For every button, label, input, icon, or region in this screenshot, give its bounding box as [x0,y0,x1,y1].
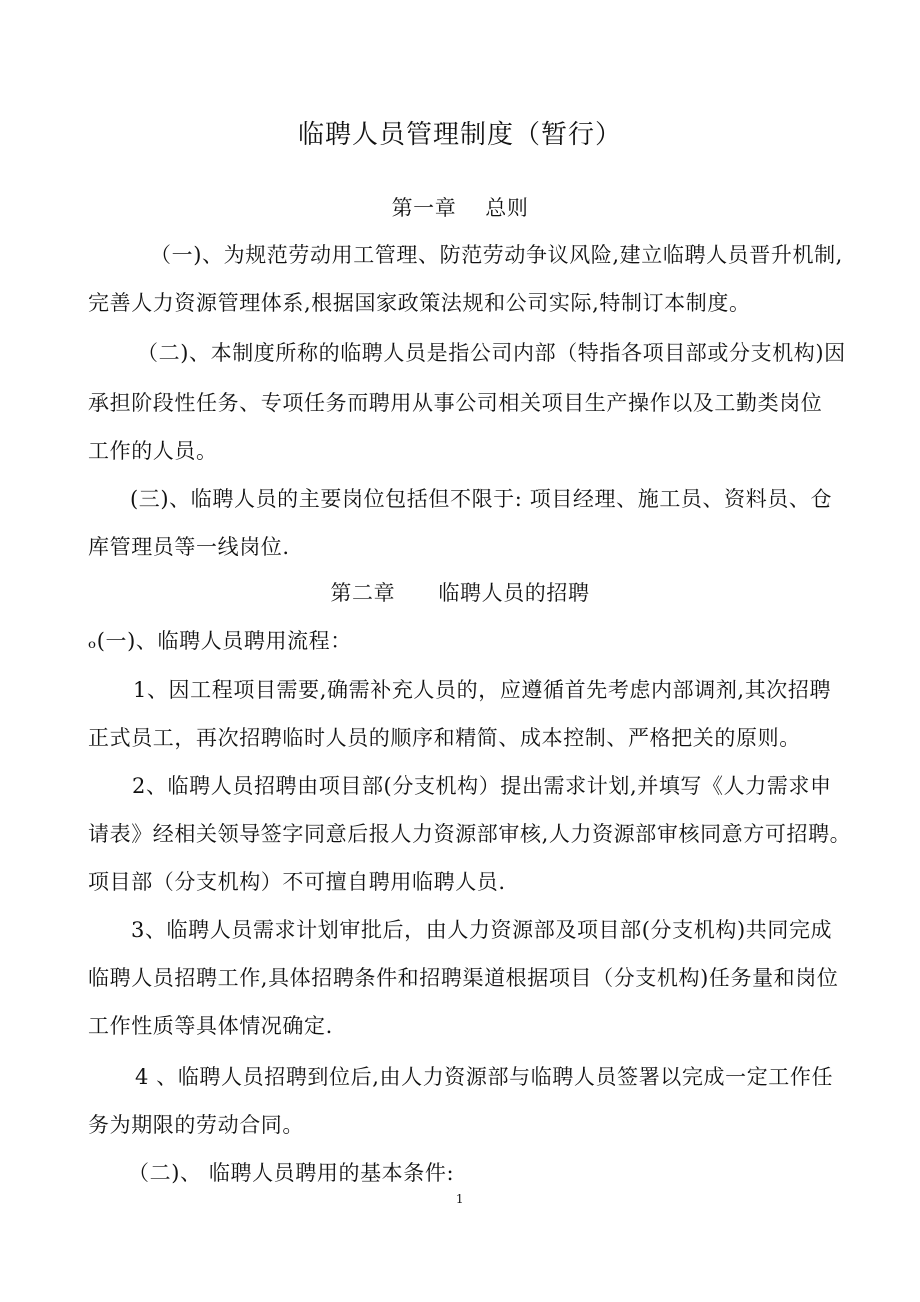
paragraph-line: 2、临聘人员招聘由项目部(分支机构）提出需求计划,并填写《人力需求申 [132,774,832,798]
paragraph-line: 正式员工，再次招聘临时人员的顺序和精简、成本控制、严格把关的原则。 [88,726,801,750]
chapter-heading: 第二章 临聘人员的招聘 [330,581,590,605]
paragraph-line: 1、因工程项目需要,确需补充人员的，应遵循首先考虑内部调剂,其次招聘 [133,678,832,702]
section-heading: ₒ(一)、临聘人员聘用流程： [88,629,352,653]
paragraph-line: 库管理员等一线岗位. [88,535,290,559]
paragraph-line: 工作性质等具体情况确定. [88,1014,333,1038]
paragraph-line: 请表》经相关领导签字同意后报人力资源部审核,人力资源部审核同意方可招聘。 [88,822,852,846]
paragraph-line: 项目部（分支机构）不可擅自聘用临聘人员. [88,870,506,894]
paragraph-line: (三)、临聘人员的主要岗位包括但不限于: 项目经理、施工员、资料员、仓 [130,487,833,511]
paragraph-line: 3、临聘人员需求计划审批后，由人力资源部及项目部(分支机构)共同完成 [131,918,833,942]
paragraph-line: 4 、临聘人员招聘到位后,由人力资源部与临聘人员签署以完成一定工作任 [135,1065,834,1089]
paragraph-line: 完善人力资源管理体系,根据国家政策法规和公司实际,特制订本制度。 [88,291,751,315]
paragraph-line: 务为期限的劳动合同。 [88,1113,304,1137]
document-title: 临聘人员管理制度（暂行） [297,120,622,150]
page-number: 1 [455,1192,465,1206]
paragraph-line: 工作的人员。 [88,439,218,463]
paragraph-line: （一)、为规范劳动用工管理、防范劳动争议风险,建立临聘人员晋升机制, [150,243,843,267]
section-heading: （二)、 临聘人员聘用的基本条件: [128,1161,455,1185]
paragraph-line: 临聘人员招聘工作,具体招聘条件和招聘渠道根据项目（分支机构)任务量和岗位 [88,966,839,990]
paragraph-line: （二)、本制度所称的临聘人员是指公司内部（特指各项目部或分支机构)因 [137,341,846,365]
paragraph-line: 承担阶段性任务、专项任务而聘用从事公司相关项目生产操作以及工勤类岗位 [88,391,823,415]
chapter-heading: 第一章 总则 [391,196,529,220]
